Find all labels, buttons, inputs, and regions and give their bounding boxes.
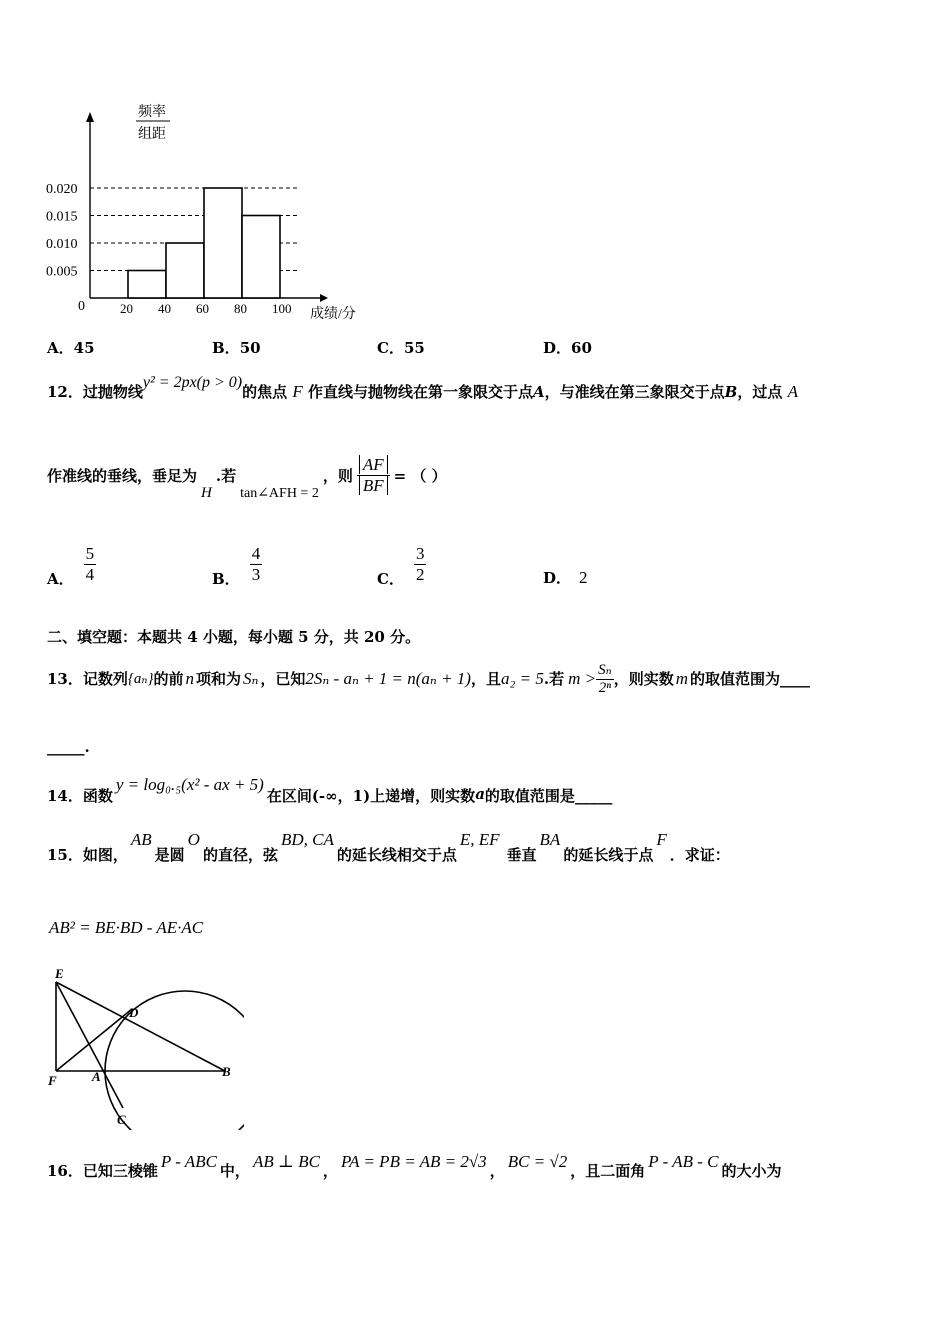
x-axis-label: 成绩/分	[310, 307, 356, 322]
q14-line: 14．函数 y = log₀.₅(x² - ax + 5) 在区间(-∞，1)上递增，则实数 a 的取值范围是_____	[47, 775, 613, 805]
segment-fd	[56, 1009, 132, 1071]
q15-line: 15．如图， AB 是圆 O 的直径，弦 BD, CA 的延长线相交于点 E, EF 垂直 BA 的延长线于点 F ．求证：	[47, 830, 730, 864]
q13-recurrence-equation: 2Sₙ - aₙ + 1 = n(aₙ + 1)	[305, 668, 471, 688]
q15-circle-figure	[44, 965, 244, 1130]
q11-option-c[interactable]: C．55	[377, 339, 425, 357]
y-axis-label-bottom: 组距	[138, 127, 166, 142]
q12-line1: 12．过抛物线y² = 2px(p > 0)的焦点 F 作直线与抛物线在第一象限交于点A，与准线在第三象限交于点B，过点 A	[47, 374, 798, 401]
q12-tan-condition: tan∠AFH = 2	[240, 486, 319, 501]
origin-label: 0	[78, 299, 85, 314]
y-tick-label-0.020: 0.020	[46, 182, 78, 197]
q12-option-c[interactable]: C． $\frac{3}{2}$	[377, 544, 425, 588]
q11-option-a[interactable]: A．45	[47, 339, 95, 357]
q12-ratio-fraction: $\frac{AF}{BF}$	[357, 455, 390, 496]
bar-80-100	[242, 216, 280, 299]
q13-answer-blank[interactable]: _____.	[47, 738, 90, 756]
x-tick-label-100: 100	[272, 301, 292, 316]
point-label-d: D	[129, 1005, 139, 1020]
q16-line: 16．已知三棱锥 P - ABC 中， AB ⊥ BC ， PA = PB = AB = 2√3 ， BC = √2 ，且二面角 P - AB - C 的大小为	[47, 1152, 782, 1180]
y-tick-label-0.015: 0.015	[46, 209, 78, 225]
point-label-e: E	[55, 966, 64, 981]
y-axis-label-top: 频率	[138, 105, 166, 120]
q13-line1: 13．记数列 {aₙ} 的前 n 项和为 Sₙ ，已知 2Sₙ - aₙ + 1 = n(aₙ + 1) ，且 a₂ = 5 .若 m > $\frac{\text{Sₙ}}{\text{2ⁿ}}$ ，则实数 m 的取值范围为____	[47, 662, 811, 696]
q12-option-a[interactable]: A． $\frac{5}{4}$	[47, 544, 95, 588]
q12-line2: 作准线的垂线，垂足为 H .若 tan∠AFH = 2 ，则 $\frac{AF}{BF}$ = （ ）	[47, 455, 447, 501]
x-axis-arrow	[320, 294, 328, 302]
x-tick-label-20: 20	[120, 301, 133, 316]
x-tick-label-40: 40	[158, 301, 171, 316]
bar-60-80	[204, 188, 242, 298]
y-axis-arrow	[86, 112, 94, 122]
x-tick-label-80: 80	[234, 301, 247, 316]
x-tick-label-60: 60	[196, 301, 209, 316]
q15-proof-statement: AB² = BE·BD - AE·AC	[49, 918, 204, 937]
q11-option-b[interactable]: B．50	[212, 339, 261, 357]
y-tick-label-0.010: 0.010	[46, 237, 78, 252]
segment-ec	[56, 982, 123, 1108]
q14-function-equation: y = log₀.₅(x² - ax + 5)	[115, 775, 264, 794]
point-label-a: A	[92, 1069, 101, 1084]
q12-option-b[interactable]: B． $\frac{4}{3}$	[212, 544, 261, 588]
q12-option-d[interactable]: D． 2	[543, 568, 588, 587]
circle-o	[105, 991, 244, 1130]
point-label-c: C	[117, 1112, 126, 1127]
frequency-histogram	[40, 98, 370, 328]
y-tick-label-0.005: 0.005	[46, 264, 78, 280]
segment-eb	[56, 982, 225, 1071]
point-label-f: F	[48, 1073, 57, 1088]
q12-parabola-equation: y² = 2px(p > 0)	[142, 374, 243, 391]
point-label-b: B	[222, 1064, 231, 1079]
q11-option-d[interactable]: D．60	[543, 339, 592, 357]
bar-40-60	[166, 243, 204, 298]
section-2-heading: 二、填空题：本题共 4 小题，每小题 5 分，共 20 分。	[47, 628, 421, 646]
bar-20-40	[128, 271, 166, 299]
histogram-plot-area	[46, 112, 328, 316]
